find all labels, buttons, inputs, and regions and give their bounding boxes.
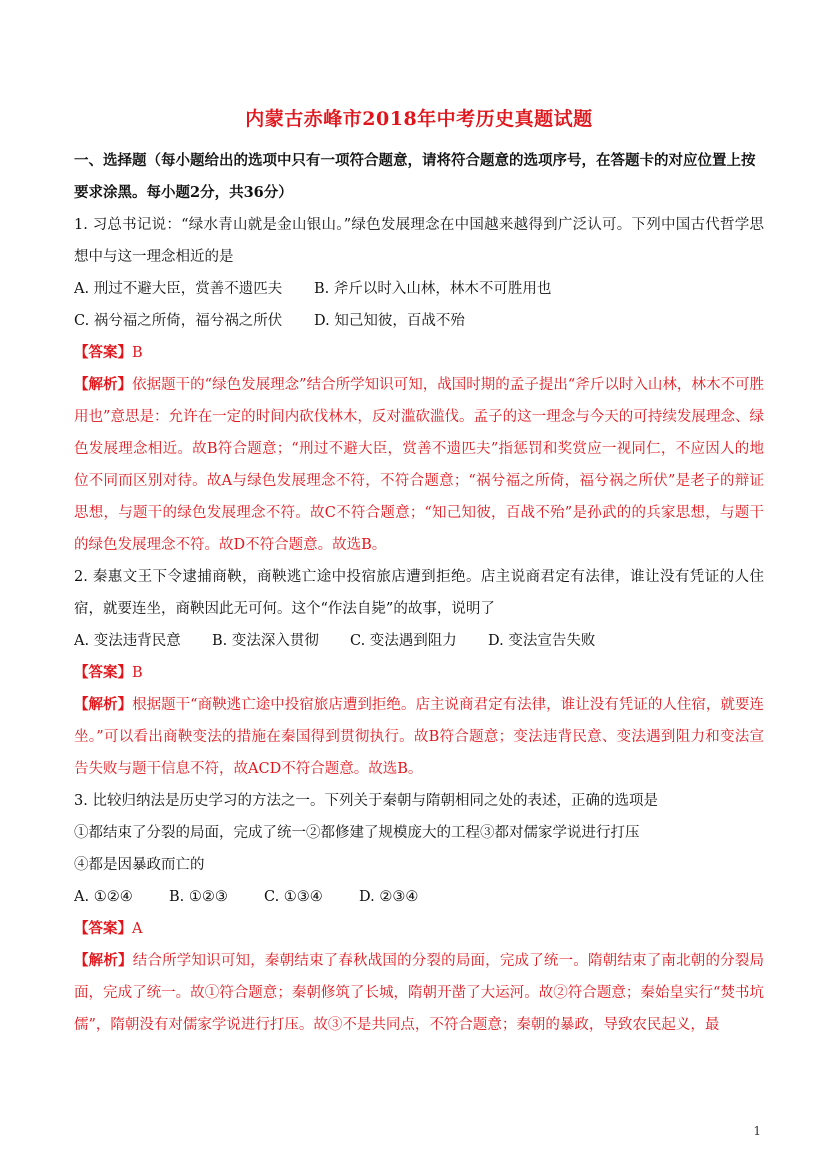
question-1-stem: 1. 习总书记说：“绿水青山就是金山银山。”绿色发展理念在中国越来越得到广泛认可。下列中国古代哲学思想中与这一理念相近的是 [74, 217, 764, 265]
question-3-option-d: D. ②③④ [359, 889, 419, 905]
explanation-text: 结合所学知识可知，秦朝结束了春秋战国的分裂的局面，完成了统一。隋朝结束了南北朝的分裂局面，完成了统一。故①符合题意；秦朝修筑了长城，隋朝开凿了大运河。故②符合题意；秦始皇实行“焚书坑儒”，隋朝没有对儒家学说进行打压。故③不是共同点，不符合题意；秦朝的暴政，导致农民起义，最 [74, 953, 765, 1033]
page-number: 1 [753, 1124, 761, 1138]
question-1-option-a: A. 刑过不避大臣，赏善不遗匹夫 [74, 281, 283, 297]
question-1-option-d: D. 知己知彼，百战不殆 [314, 313, 465, 329]
question-2-options-row [74, 625, 764, 657]
question-2-stem: 2. 秦惠文王下令逮捕商鞅，商鞅逃亡途中投宿旅店遭到拒绝。店主说商君定有法律，谁让没有凭证的人住宿，就要连坐，商鞅因此无可何。这个“作法自毙”的故事，说明了 [74, 569, 764, 617]
question-3-option-c: C. ①③④ [264, 889, 323, 905]
answer-tag: 【答案】 [74, 920, 132, 937]
question-2-explanation [74, 689, 764, 785]
explanation-tag: 【解析】 [74, 952, 133, 969]
question-3-statements-2: ④都是因暴政而亡的 [74, 857, 205, 873]
question-1-option-b: B. 斧斤以时入山林，林木不可胜用也 [314, 281, 552, 297]
question-3-stem: 3. 比较归纳法是历史学习的方法之一。下列关于秦朝与隋朝相同之处的表述，正确的选项是 [74, 793, 658, 809]
section-header: 一、选择题（每小题给出的选项中只有一项符合题意，请将符合题意的选项序号，在答题卡的对应位置上按要求涂黑。每小题2分，共36分） [74, 152, 756, 201]
answer-value: B [132, 345, 143, 361]
explanation-text: 依据题干的“绿色发展理念”结合所学知识可知，战国时期的孟子提出“斧斤以时入山林，林木不可胜用也”意思是：允许在一定的时间内砍伐林木，反对滥砍滥伐。孟子的这一理念与今天的可持续发展理念、绿色发展理念相近。故B符合题意；“刑过不避大臣，赏善不遗匹夫”指惩罚和奖赏应一视同仁，不应因人的地位不同而区别对待。故A与绿色发展理念不符，不符合题意；“祸兮福之所倚，福兮祸之所伏”是老子的辩证思想，与题干的绿色发展理念不符。故C不符合题意；“知己知彼，百战不殆”是孙武的的兵家思想，与题干的绿色发展理念不符。故D不符合题意。故选B。 [74, 377, 764, 553]
question-2-option-a: A. 变法违背民意 [74, 633, 181, 649]
answer-tag: 【答案】 [74, 664, 132, 681]
page-title: 内蒙古赤峰市2018年中考历史真题试题 [245, 108, 593, 130]
explanation-tag: 【解析】 [74, 376, 133, 393]
answer-tag: 【答案】 [74, 344, 132, 361]
question-3-options-row [74, 881, 764, 913]
question-1-options-row-1 [74, 273, 764, 305]
explanation-tag: 【解析】 [74, 696, 133, 713]
question-3-answer [74, 913, 764, 945]
answer-value: A [132, 921, 143, 937]
answer-value: B [132, 665, 143, 681]
question-3-explanation [74, 945, 764, 1041]
question-2-answer [74, 657, 764, 689]
question-3-statements-1: ①都结束了分裂的局面，完成了统一②都修建了规模庞大的工程③都对儒家学说进行打压 [74, 825, 640, 841]
question-1-answer [74, 337, 764, 369]
question-3-option-b: B. ①②③ [169, 889, 228, 905]
question-1-options-row-2 [74, 305, 764, 337]
document-page [74, 104, 764, 1041]
explanation-text: 根据题干“商鞅逃亡途中投宿旅店遭到拒绝。店主说商君定有法律，谁让没有凭证的人住宿，就要连坐。”可以看出商鞅变法的措施在秦国得到贯彻执行。故B符合题意；变法违背民意、变法遇到阻力和变法宣告失败与题干信息不符，故ACD不符合题意。故选B。 [74, 697, 764, 777]
question-1-option-c: C. 祸兮福之所倚，福兮祸之所伏 [74, 313, 283, 329]
question-2-option-c: C. 变法遇到阻力 [350, 633, 457, 649]
question-1-explanation [74, 369, 764, 561]
question-2-option-d: D. 变法宣告失败 [488, 633, 596, 649]
question-3-option-a: A. ①②④ [74, 889, 133, 905]
question-2-option-b: B. 变法深入贯彻 [212, 633, 319, 649]
